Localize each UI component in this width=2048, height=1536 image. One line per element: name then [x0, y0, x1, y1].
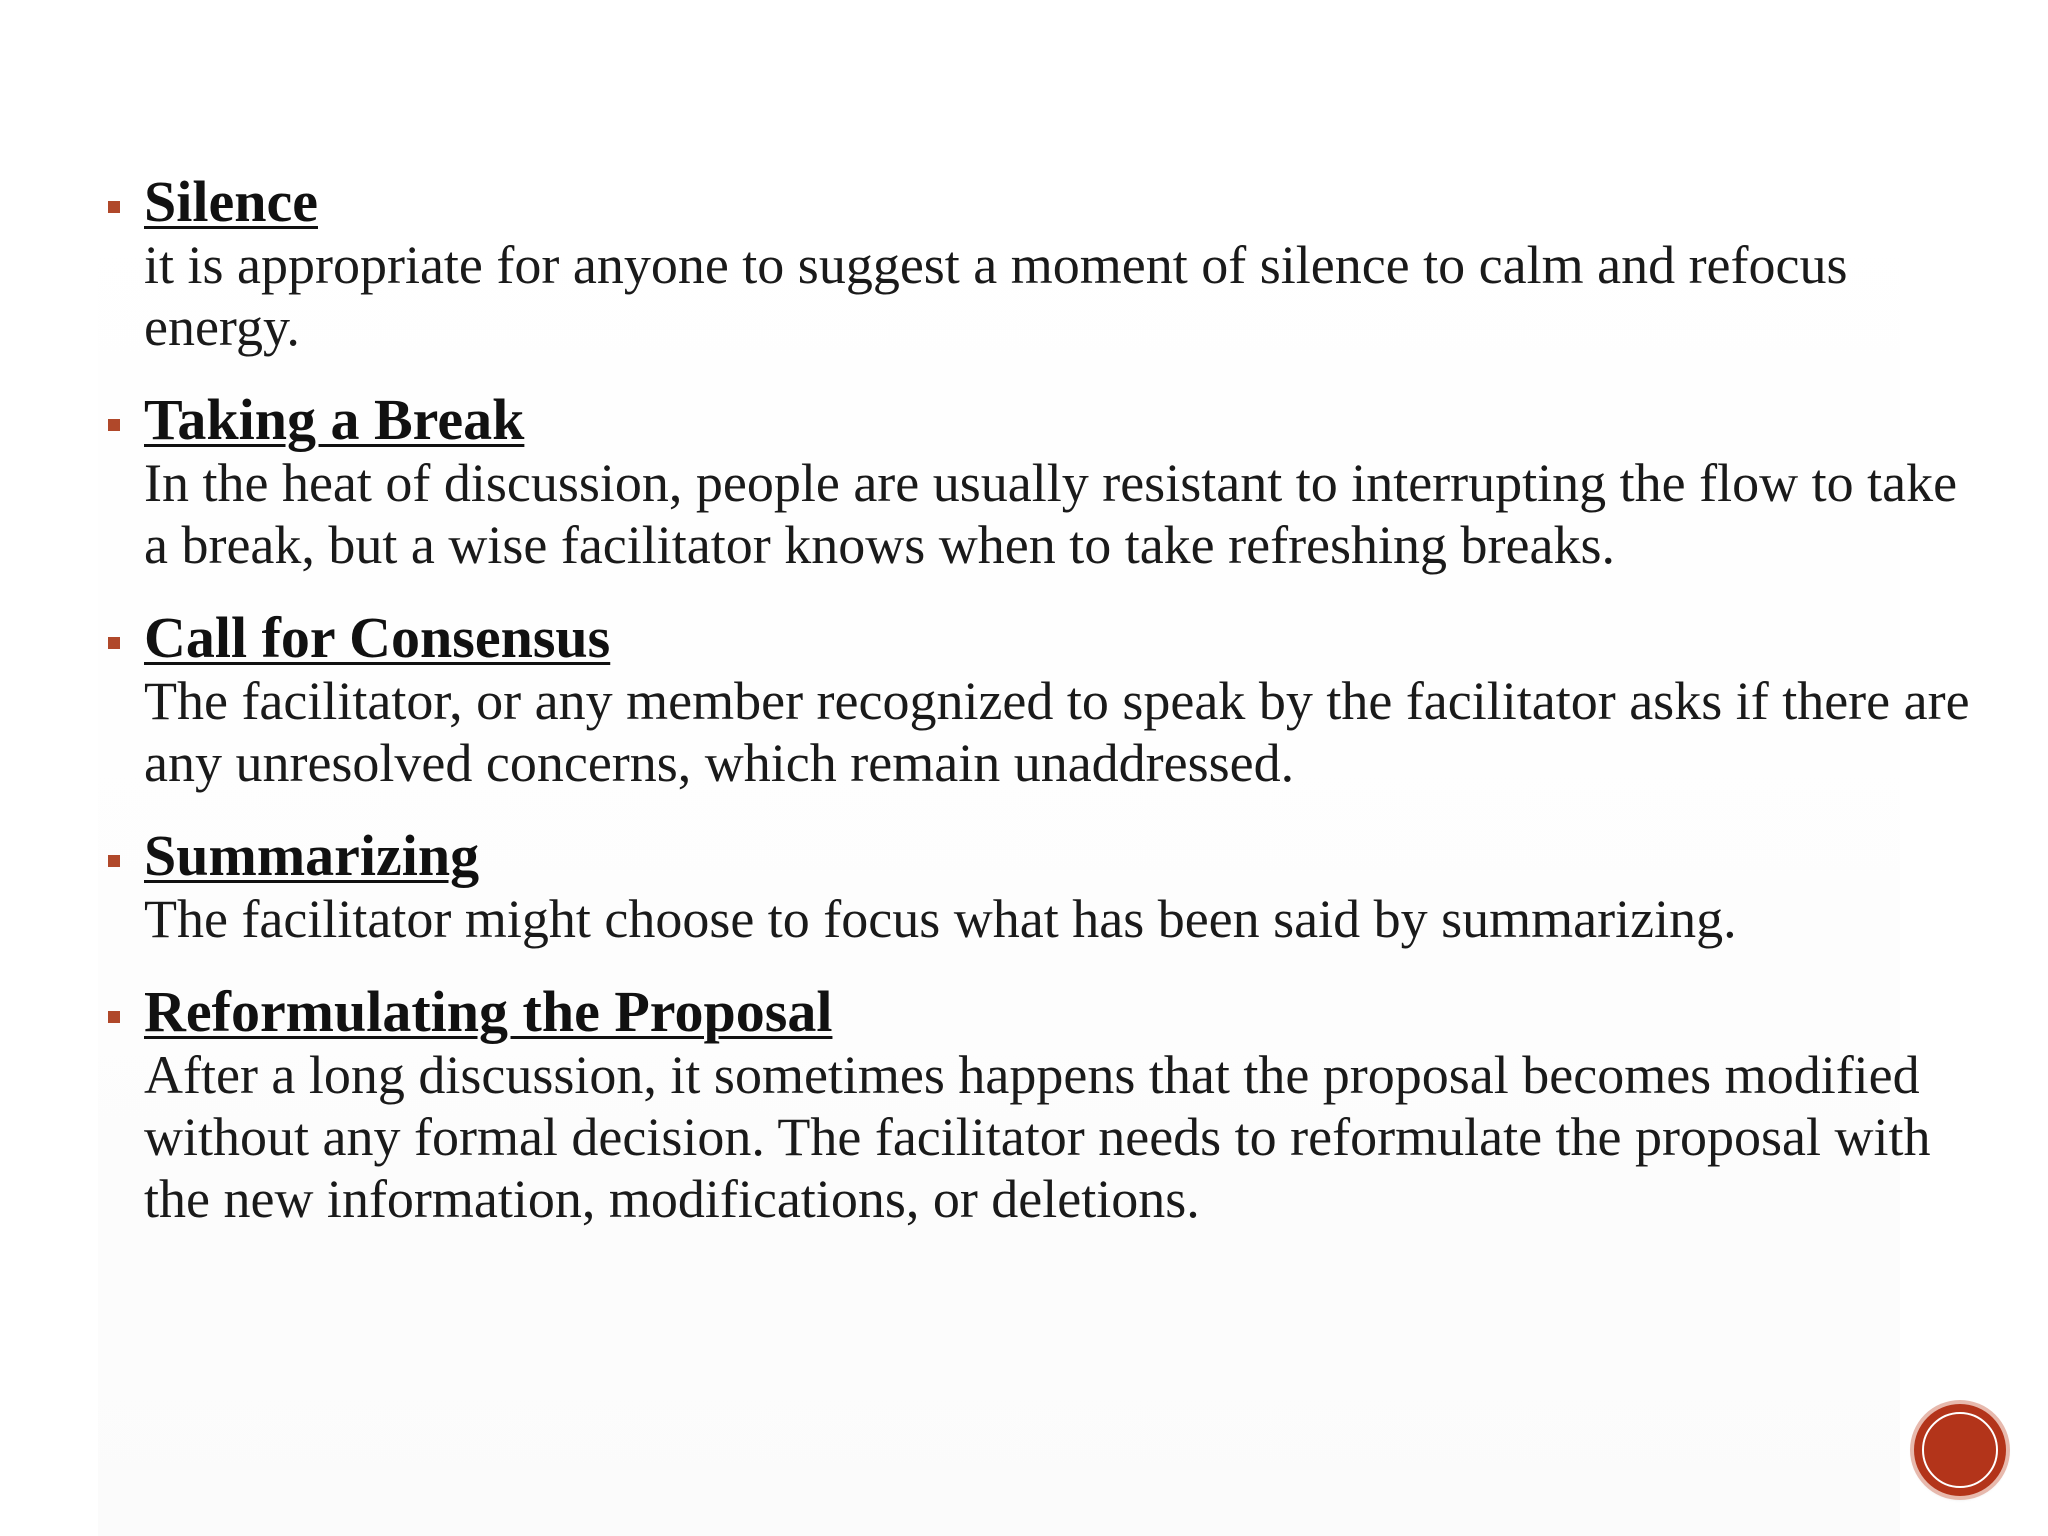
bullet-item-reformulating-the-proposal — [100, 980, 1990, 1230]
bullet-item-call-for-consensus — [100, 606, 1990, 794]
bullet-item-taking-a-break — [100, 388, 1990, 576]
bullet-item-summarizing — [100, 824, 1990, 950]
square-bullet-icon — [108, 1011, 120, 1023]
bullet-list — [100, 170, 1990, 1260]
bullet-heading: Summarizing — [144, 823, 480, 888]
square-bullet-icon — [108, 637, 120, 649]
bullet-body: After a long discussion, it sometimes happens that the proposal becomes modified without any formal decision. The facilitator needs to reformulate the proposal with the new information, modifications, or deletions. — [144, 1045, 1931, 1229]
bullet-body: The facilitator might choose to focus what has been said by summarizing. — [144, 889, 1737, 949]
bullet-heading: Reformulating the Proposal — [144, 979, 833, 1044]
square-bullet-icon — [108, 855, 120, 867]
square-bullet-icon — [108, 419, 120, 431]
bullet-body: In the heat of discussion, people are usually resistant to interrupting the flow to take a break, but a wise facilitator knows when to take refreshing breaks. — [144, 453, 1958, 575]
bullet-heading: Taking a Break — [144, 387, 525, 452]
bullet-body: The facilitator, or any member recognized to speak by the facilitator asks if there are any unresolved concerns, which remain unaddressed. — [144, 671, 1970, 793]
bullet-body: it is appropriate for anyone to suggest a moment of silence to calm and refocus energy. — [144, 235, 1848, 357]
bullet-heading: Call for Consensus — [144, 605, 611, 670]
bullet-heading: Silence — [144, 169, 318, 234]
circle-badge-icon — [1914, 1404, 2006, 1496]
badge-ring — [1922, 1412, 1998, 1488]
bullet-item-silence — [100, 170, 1990, 358]
square-bullet-icon — [108, 201, 120, 213]
